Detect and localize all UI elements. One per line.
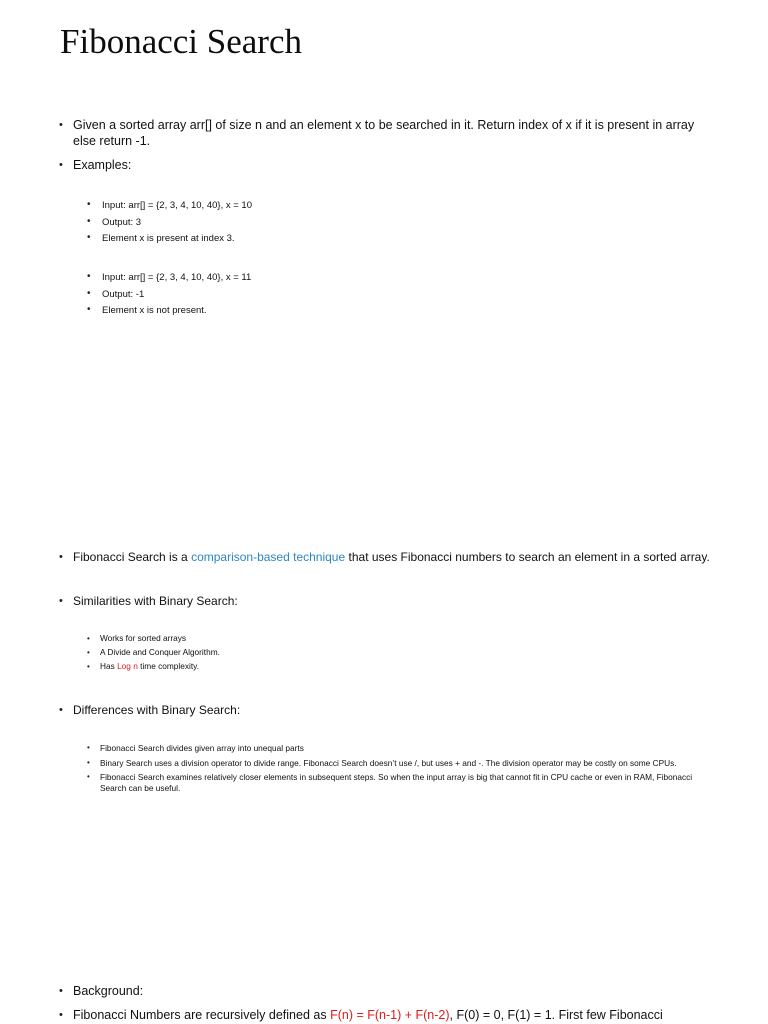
background-list (59, 983, 749, 1023)
definition-suffix: that uses Fibonacci numbers to search an element in a sorted array. (345, 550, 710, 564)
example-1-explanation: • Element x is present at index 3. (87, 231, 487, 248)
example-2-input: • Input: arr[] = {2, 3, 4, 10, 40}, x = 11 (87, 270, 487, 287)
definition-list (59, 549, 739, 565)
definition-prefix: Fibonacci Search is a (73, 550, 192, 564)
similarities-heading-list (59, 593, 459, 609)
intro-list (59, 117, 709, 173)
example-2-explanation: • Element x is not present. (87, 303, 487, 320)
similarity-suffix: time complexity. (137, 661, 199, 671)
page-title: Fibonacci Search (60, 22, 302, 61)
definition-highlight: comparison-based technique (191, 550, 346, 564)
difference-item: • Binary Search uses a division operator to divide range. Fibonacci Search doesn’t use /, but uses + and -. The division operator may be costly on some CPUs. (87, 758, 697, 769)
similarities-list (87, 633, 487, 675)
problem-statement: • Given a sorted array arr[] of size n and an element x to be searched in it. Return index of x if it is present in array else return -1. (59, 117, 709, 149)
example-1-list (87, 198, 487, 248)
example-2-list (87, 270, 487, 320)
differences-heading-list (59, 702, 459, 718)
similarity-item (87, 661, 487, 672)
examples-label: • Examples: (59, 157, 709, 173)
differences-list (87, 743, 697, 797)
definition-item (59, 549, 739, 565)
similarities-label: • Similarities with Binary Search: (59, 593, 459, 609)
similarity-item: • A Divide and Conquer Algorithm. (87, 647, 487, 658)
background-label: • Background: (59, 983, 749, 999)
fibonacci-formula: F(n) = F(n-1) + F(n-2) (330, 1008, 450, 1022)
example-1-input: • Input: arr[] = {2, 3, 4, 10, 40}, x = 10 (87, 198, 487, 215)
background-prefix: Fibonacci Numbers are recursively defined as (73, 1008, 331, 1022)
difference-item: • Fibonacci Search examines relatively closer elements in subsequent steps. So when the input array is big that cannot fit in CPU cache or even in RAM, Fibonacci Search can be useful. (87, 772, 697, 793)
difference-item: • Fibonacci Search divides given array into unequal parts (87, 743, 697, 754)
similarity-prefix: Has (100, 661, 118, 671)
differences-label: • Differences with Binary Search: (59, 702, 459, 718)
example-1-output: • Output: 3 (87, 215, 487, 232)
similarity-item: • Works for sorted arrays (87, 633, 487, 644)
background-definition (59, 1007, 749, 1023)
background-suffix: , F(0) = 0, F(1) = 1. First few Fibonacci (449, 1008, 663, 1022)
example-2-output: • Output: -1 (87, 287, 487, 304)
similarity-highlight: Log n (117, 661, 138, 671)
